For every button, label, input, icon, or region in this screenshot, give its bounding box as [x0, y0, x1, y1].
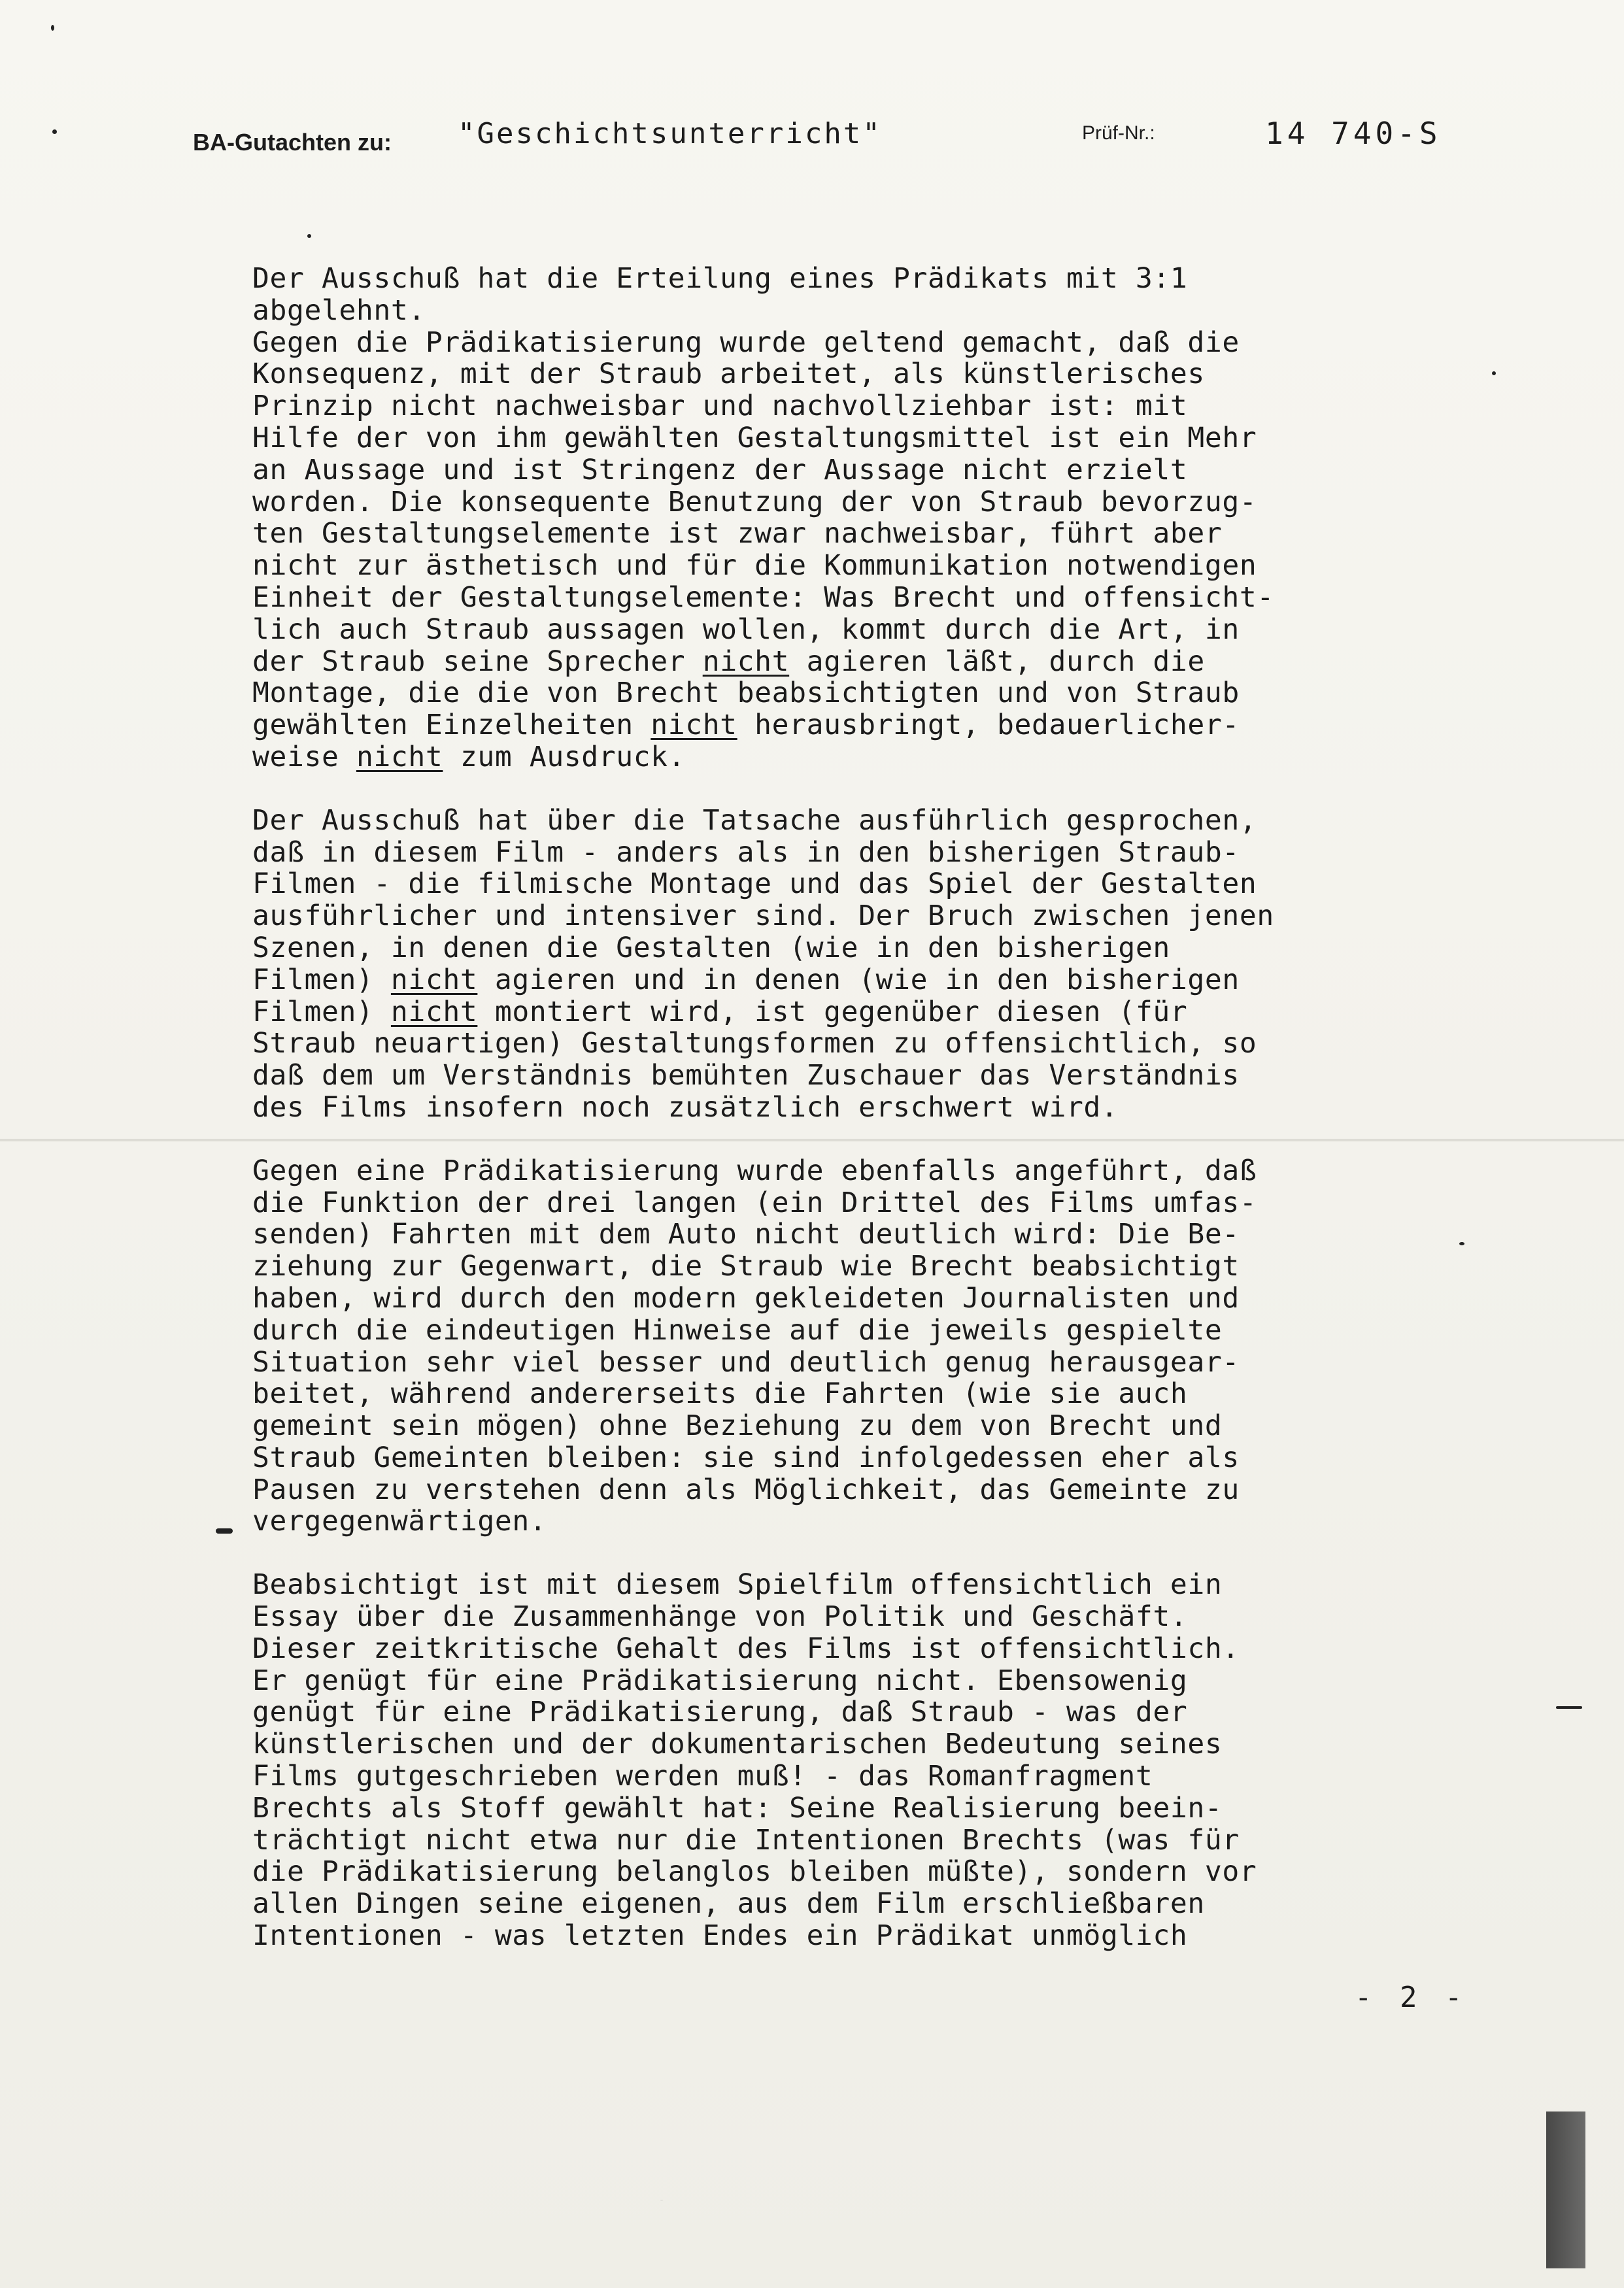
text-line — [252, 1028, 1429, 1060]
scan-speck — [1492, 371, 1496, 375]
text-line — [252, 1506, 1429, 1538]
text-segment: Er genügt für eine Prädikatisierung nicht. Ebensowenig — [252, 1664, 1188, 1697]
text-line — [252, 964, 1429, 996]
text-line — [252, 837, 1429, 869]
text-line — [252, 1315, 1429, 1347]
text-line — [252, 1410, 1429, 1442]
text-segment: Der Ausschuß hat die Erteilung eines Prädikats mit 3:1 — [252, 262, 1188, 295]
text-segment: Essay über die Zusammenhänge von Politik und Geschäft. — [252, 1600, 1188, 1634]
text-line — [252, 1569, 1429, 1601]
text-line — [252, 1728, 1429, 1760]
header-prefix-label: BA-Gutachten zu: — [193, 129, 392, 156]
text-line — [252, 677, 1429, 709]
text-segment: Intentionen - was letzten Endes ein Prädikat unmöglich — [252, 1919, 1188, 1953]
text-segment: Filmen) — [252, 963, 391, 996]
text-segment: Situation sehr viel besser und deutlich genug herausgear- — [252, 1345, 1240, 1379]
text-line — [252, 1792, 1429, 1825]
text-segment: Beabsichtigt ist mit diesem Spielfilm offensichtlich ein — [252, 1568, 1223, 1602]
text-segment: Hilfe der von ihm gewählten Gestaltungsmittel ist ein Mehr — [252, 421, 1257, 454]
underlined-word: nicht — [390, 995, 478, 1028]
paragraph — [252, 263, 1429, 773]
underlined-word: nicht — [651, 709, 737, 742]
scan-edge-shadow — [1546, 2111, 1585, 2268]
text-segment: gemeint sein mögen) ohne Beziehung zu dem von Brecht und — [252, 1409, 1223, 1443]
text-line — [252, 996, 1429, 1028]
text-segment: die Funktion der drei langen (ein Drittel des Films umfas- — [252, 1186, 1257, 1219]
text-segment: Filmen) — [252, 995, 391, 1028]
text-line — [252, 1187, 1429, 1219]
text-segment: zum Ausdruck. — [443, 740, 686, 773]
text-segment: des Films insofern noch zusätzlich erschwert wird. — [252, 1090, 1119, 1124]
pruef-nr-label: Prüf-Nr.: — [1082, 122, 1155, 144]
pruef-nr-value: 14 740-S — [1265, 116, 1442, 151]
text-segment: die Prädikatisierung belanglos bleiben müßte), sondern vor — [252, 1855, 1257, 1889]
text-segment: der Straub seine Sprecher — [252, 645, 703, 678]
text-segment: herausbringt, bedauerlicher- — [737, 709, 1240, 742]
text-line — [252, 295, 1429, 327]
text-segment: durch die eindeutigen Hinweise auf die jeweils gespielte — [252, 1313, 1223, 1347]
text-line — [252, 1856, 1429, 1888]
report-body — [252, 263, 1429, 1952]
text-line — [252, 518, 1429, 550]
text-line — [252, 1060, 1429, 1092]
text-line — [252, 900, 1429, 932]
text-line — [252, 805, 1429, 837]
text-segment: Dieser zeitkritische Gehalt des Films ist offensichtlich. — [252, 1632, 1240, 1665]
text-line — [252, 1633, 1429, 1665]
text-segment: Montage, die die von Brecht beabsichtigten und von Straub — [252, 677, 1240, 710]
text-line — [252, 1219, 1429, 1251]
text-segment: ausführlicher und intensiver sind. Der Bruch zwischen jenen — [252, 900, 1274, 933]
text-line — [252, 358, 1429, 390]
text-segment: beitet, während andererseits die Fahrten (wie sie auch — [252, 1377, 1188, 1411]
text-segment: vergegenwärtigen. — [252, 1505, 547, 1538]
text-segment: künstlerischen und der dokumentarischen Bedeutung seines — [252, 1728, 1223, 1761]
text-line — [252, 1251, 1429, 1283]
text-line — [252, 1665, 1429, 1697]
text-line — [252, 1283, 1429, 1315]
text-segment: Gegen die Prädikatisierung wurde geltend gemacht, daß die — [252, 326, 1240, 359]
text-line — [252, 454, 1429, 486]
text-line — [252, 932, 1429, 964]
text-line — [252, 1474, 1429, 1506]
text-segment: montiert wird, ist gegenüber diesen (für — [477, 995, 1188, 1028]
text-segment: agieren und in denen (wie in den bisherigen — [477, 963, 1240, 996]
text-line — [252, 1378, 1429, 1410]
scan-noise — [39, 2157, 1595, 2229]
text-segment: abgelehnt. — [252, 294, 426, 327]
text-line — [252, 1920, 1429, 1952]
scan-speck — [52, 129, 57, 134]
scan-speck — [1556, 1706, 1582, 1709]
text-segment: Einheit der Gestaltungselemente: Was Brecht und offensicht- — [252, 580, 1274, 614]
text-segment: agieren läßt, durch die — [789, 645, 1205, 678]
page-number: - 2 - — [1355, 1981, 1468, 2014]
text-segment: Straub Gemeinten bleiben: sie sind infolgedessen eher als — [252, 1441, 1240, 1474]
text-line — [252, 1155, 1429, 1187]
document-header — [0, 114, 1624, 167]
text-line — [252, 1601, 1429, 1633]
text-segment: genügt für eine Prädikatisierung, daß Straub - was der — [252, 1696, 1188, 1729]
text-segment: lich auch Straub aussagen wollen, kommt durch die Art, in — [252, 613, 1240, 646]
text-segment: Pausen zu verstehen denn als Möglichkeit, das Gemeinte zu — [252, 1473, 1240, 1506]
text-segment: Konsequenz, mit der Straub arbeitet, als künstlerisches — [252, 358, 1205, 391]
underlined-word: nicht — [356, 740, 443, 773]
text-line — [252, 1888, 1429, 1920]
text-line — [252, 1825, 1429, 1857]
text-line — [252, 1347, 1429, 1379]
text-segment: allen Dingen seine eigenen, aus dem Film erschließbaren — [252, 1887, 1205, 1921]
text-line — [252, 486, 1429, 518]
scan-speck — [216, 1528, 233, 1534]
text-line — [252, 550, 1429, 582]
text-segment: Szenen, in denen die Gestalten (wie in den bisherigen — [252, 931, 1170, 964]
text-line — [252, 709, 1429, 741]
text-line — [252, 422, 1429, 454]
text-segment: Brechts als Stoff gewählt hat: Seine Realisierung beein- — [252, 1791, 1223, 1825]
text-line — [252, 327, 1429, 359]
paragraph — [252, 1569, 1429, 1952]
text-line — [252, 1442, 1429, 1474]
text-segment: Gegen eine Prädikatisierung wurde ebenfalls angeführt, daß — [252, 1154, 1257, 1187]
text-segment: gewählten Einzelheiten — [252, 709, 651, 742]
text-line — [252, 614, 1429, 646]
paragraph — [252, 805, 1429, 1124]
text-line — [252, 582, 1429, 614]
scan-speck — [307, 234, 311, 238]
text-segment: Films gutgeschrieben werden muß! - das Romanfragment — [252, 1760, 1153, 1793]
scan-speck — [51, 25, 54, 31]
text-line — [252, 1092, 1429, 1124]
text-segment: weise — [252, 740, 356, 773]
underlined-word: nicht — [702, 645, 790, 678]
text-segment: Der Ausschuß hat über die Tatsache ausführlich gesprochen, — [252, 803, 1257, 837]
text-segment: ziehung zur Gegenwart, die Straub wie Brecht beabsichtigt — [252, 1250, 1240, 1283]
text-line — [252, 1760, 1429, 1792]
text-line — [252, 646, 1429, 678]
text-segment: daß dem um Verständnis bemühten Zuschauer das Verständnis — [252, 1059, 1240, 1092]
text-line — [252, 868, 1429, 900]
underlined-word: nicht — [390, 963, 478, 996]
text-segment: Filmen - die filmische Montage und das Spiel der Gestalten — [252, 867, 1257, 901]
text-segment: trächtigt nicht etwa nur die Intentionen Brechts (was für — [252, 1823, 1240, 1857]
text-line — [252, 390, 1429, 422]
scan-speck — [1459, 1242, 1464, 1245]
text-line — [252, 1696, 1429, 1728]
text-line — [252, 263, 1429, 295]
paragraph — [252, 1155, 1429, 1538]
text-segment: worden. Die konsequente Benutzung der von Straub bevorzug- — [252, 485, 1257, 518]
text-line — [252, 741, 1429, 773]
text-segment: ten Gestaltungselemente ist zwar nachweisbar, führt aber — [252, 517, 1223, 550]
film-title: "Geschichtsunterricht" — [458, 117, 882, 150]
text-segment: senden) Fahrten mit dem Auto nicht deutlich wird: Die Be- — [252, 1218, 1240, 1251]
text-segment: an Aussage und ist Stringenz der Aussage nicht erzielt — [252, 453, 1188, 486]
text-segment: Straub neuartigen) Gestaltungsformen zu offensichtlich, so — [252, 1027, 1257, 1060]
text-segment: daß in diesem Film - anders als in den bisherigen Straub- — [252, 835, 1240, 869]
text-segment: Prinzip nicht nachweisbar und nachvollziehbar ist: mit — [252, 390, 1188, 423]
text-segment: haben, wird durch den modern gekleideten Journalisten und — [252, 1281, 1240, 1315]
text-segment: nicht zur ästhetisch und für die Kommunikation notwendigen — [252, 549, 1257, 582]
